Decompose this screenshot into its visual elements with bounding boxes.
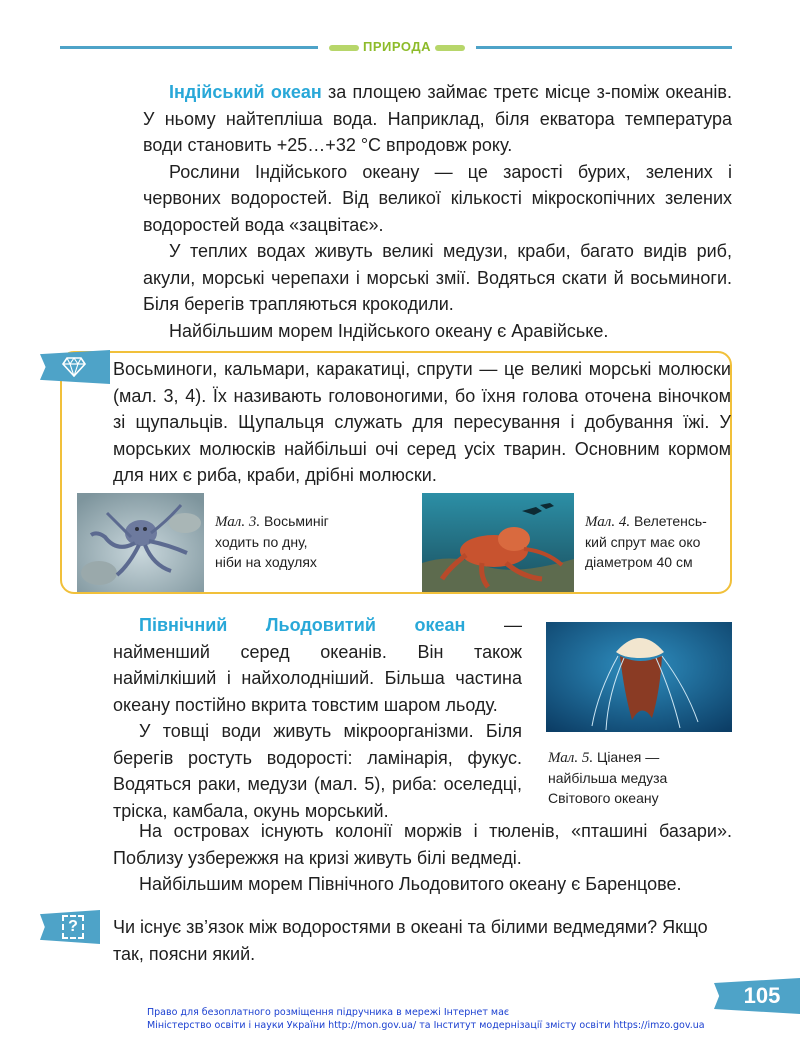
octopus-photo (77, 493, 204, 592)
arctic-ocean-text-continued (113, 818, 732, 898)
footer-line-2: Міністерство освіти і науки України http://mon.gov.ua/ та Інститут модернізації змісту освіти https://imzo.gov.ua (147, 1020, 705, 1031)
footer-line-1: Право для безоплатного розміщення підручника в мережі Інтернет має (147, 1007, 510, 1018)
figure-5-caption: Мал. 5. Ціанея — найбільша медуза Світового океану (548, 749, 668, 806)
leaf-decoration-right (435, 45, 465, 51)
section-label: ПРИРОДА (363, 39, 431, 54)
indian-ocean-paragraph-3: У теплих водах живуть великі медузи, краби, багато видів риб, акули, морські черепахи і морські змії. Водяться скати й восьминоги. Біля берегів трапляються крокодили. (143, 241, 732, 314)
arctic-ocean-paragraph-2: У товщі води живуть мікроорганізми. Біля берегів ростуть водорості: ламінарія, фукус. Водяться раки, медузи (мал. 5), риба: оселедці, тріска, камбала, окунь морський. (113, 721, 522, 821)
indian-ocean-paragraph-2: Рослини Індійського океану — це зарості бурих, зелених і червоних водоростей. Від великої кількості мікроскопічних зелених водоростей вода «зацвітає». (143, 161, 732, 235)
leaf-decoration-left (329, 45, 359, 51)
section-header (318, 37, 476, 57)
arctic-ocean-paragraph-1: Північний Льодовитий океан — найменший серед океанів. Він також наймілкіший і найхолодніший. Більша частина океану постійно вкрита товстим шаром льоду. (113, 615, 522, 715)
indian-ocean-paragraph-4: Найбільшим морем Індійського океану є Аравійське. (169, 320, 609, 341)
arctic-ocean-paragraph-4: Найбільшим морем Північного Льодовитого океану є Баренцове. (139, 874, 682, 894)
figure-3-caption: Мал. 3. Восьминіг ходить по дну, ніби на ходулях (215, 513, 329, 570)
arctic-ocean-text (113, 612, 522, 824)
page-number: 105 (743, 983, 781, 1008)
question-icon: ? (56, 910, 90, 944)
indian-ocean-text (143, 79, 732, 344)
arctic-ocean-term: Північний Льодовитий океан (139, 615, 466, 635)
indian-ocean-term: Індійський океан (169, 82, 322, 102)
figure-4-caption: Мал. 4. Велетенсь- кий спрут має око діаметром 40 см (585, 513, 707, 570)
arctic-ocean-paragraph-3: На островах існують колонії моржів і тюленів, «пташині базари». Поблизу узбережжя на кризі живуть білі ведмеді. (113, 821, 732, 868)
giant-octopus-photo (422, 493, 574, 592)
indian-ocean-paragraph-1: Індійський океан за площею займає третє місце з-поміж океанів. У ньому найтепліша вода. Наприклад, біля екватора температура води становить +25…+32 °С впродовж року. (143, 82, 732, 155)
info-box-text: Восьминоги, кальмари, каракатиці, спрути — це великі морські молюски (мал. 3, 4). Їх називають головоногими, бо їхня голова оточена віночком зі щупальців. Щупальця служать для пересування і добування їжі. У морських молюсків найбільші очі серед усіх тварин. Основним кормом для них є риба, краби, дрібні молюски. (113, 359, 731, 485)
footer-note (147, 1006, 705, 1032)
question-text: Чи існує зв’язок між водоростями в океані та білими ведмедями? Якщо так, поясни який. (113, 917, 708, 964)
diamond-icon (54, 352, 94, 382)
jellyfish-photo (546, 622, 732, 732)
